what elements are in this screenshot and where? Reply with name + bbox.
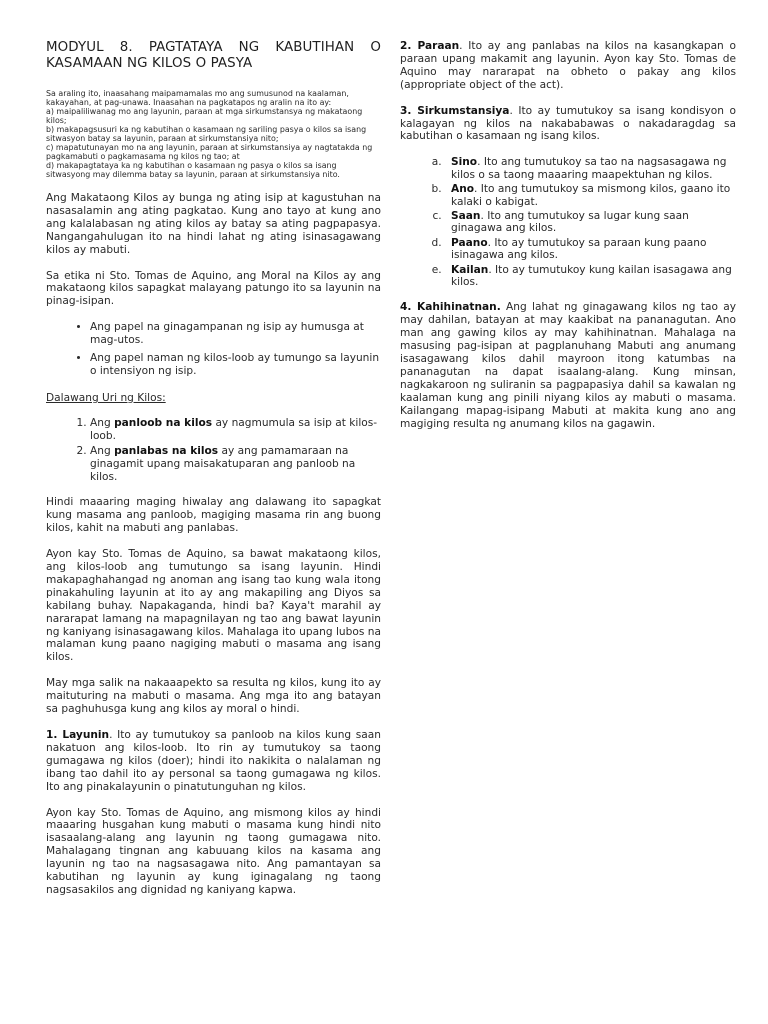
- bullet-isip: • Ang papel na ginagampanan ng isip ay humusga at mag-utos.: [90, 321, 381, 347]
- sirk-term: Kailan: [451, 263, 489, 276]
- objectives-lead: Sa araling ito, inaasahang maipamamalas mo ang sumusunod na kaalaman, kakayahan, at pag-unawa. Inaasahan na pagkatapos ng aralin na ito ay:: [46, 89, 349, 107]
- sirk-item-kailan: [445, 264, 736, 289]
- objective-c: c) mapatutunayan mo na ang layunin, paraan at sirkumstansiya ay nagtatakda ng pagkamabuti o pagkamasama ng kilos ng tao; at: [46, 143, 373, 161]
- paragraph-layunin: [46, 729, 381, 794]
- sirk-text: . Ito ang tumutukoy sa mismong kilos, gaano ito kalaki o kabigat.: [451, 183, 731, 208]
- layunin-text: . Ito ay tumutukoy sa panloob na kilos kung saan nakatuon ang kilos-loob. Ito rin ay tumutukoy sa taong gumagawa ng kilos (doer); hindi ito nakikita o nalalaman ng ibang tao dahil ito ay personal sa taong gumagawa ng kilos. Ito ang pinakalayunin o pinatutunguhan ng kilos.: [46, 729, 381, 793]
- paragraph-kahihinatnan: [400, 301, 736, 430]
- paraan-label: 2. Paraan: [400, 40, 460, 52]
- paragraph-makataong-kilos: Ang Makataong Kilos ay bunga ng ating isip at kagustuhan na nasasalamin ang ating pagkatao. Kung ano tayo at kung ano ang kalalabasan ng ating kilos ay batay sa ating pagpapasya. Nangangahulugan ito na hindi lahat ng ating isinasagawang kilos ay mabuti.: [46, 192, 381, 256]
- layunin-label: 1. Layunin: [46, 729, 110, 741]
- bullet-list: [46, 321, 381, 378]
- bullet-kilos-loob: • Ang papel naman ng kilos-loob ay tumungo sa layunin o intensiyon ng isip.: [90, 352, 381, 378]
- uri-term-panloob: panloob na kilos: [114, 416, 213, 429]
- right-column: [400, 40, 736, 430]
- paragraph-tomas-layunin: Ayon kay Sto. Tomas de Aquino, sa bawat makataong kilos, ang kilos-loob ang tumutungo sa isang layunin. Hindi makapaghahangad ng anoman ang isang tao kung wala itong pinakahuling layunin at ito ay ang makapiling ang Diyos sa kabilang buhay. Napakaganda, hindi ba? Kaya't marahil ay nararapat lamang na mapagnilayan ng tao ang bawat layunin ng kaniyang isinasagawang kilos. Mahalaga ito upang lubos na malaman kung paano nagiging mabuti o masama ang isang kilos.: [46, 548, 381, 664]
- uri-item-panlabas: [90, 445, 381, 484]
- section-heading: [46, 392, 381, 405]
- paragraph-husga: Ayon kay Sto. Tomas de Aquino, ang mismong kilos ay hindi maaaring husgahan kung mabuti o masama kung hindi nito isasaalang-alang ang layunin ng taong gumagawa nito. Mahalagang tingnan ang kabuuang kilos na kasama ang layunin ng tao na nagsasagawa nito. Ang pamantayan sa kabutihan ng layunin ay kung iginagalang ng taong nagsasakilos ang dignidad ng kaniyang kapwa.: [46, 806, 381, 896]
- paragraph-sirkumstansiya: [400, 105, 736, 144]
- paragraph-paraan: [400, 40, 736, 92]
- kahihinatnan-label: 4. Kahihinatnan.: [400, 301, 501, 314]
- paragraph-salik: May mga salik na nakaaapekto sa resulta ng kilos, kung ito ay maituturing na mabuti o masama. Ang mga ito ang batayan sa paghuhusga kung ang kilos ay moral o hindi.: [46, 677, 381, 716]
- paragraph-hiwalay: Hindi maaaring maging hiwalay ang dalawang ito sapagkat kung masama ang panloob, magiging masama rin ang buong kilos, kahit na mabuti ang panlabas.: [46, 496, 381, 535]
- uri-post: ay ang pamamaraan na ginagamit upang maisakatuparan ang panloob na kilos.: [90, 444, 356, 483]
- paraan-text: . Ito ay ang panlabas na kilos na kasangkapan o paraan upang makamit ang layunin. Ayon kay Sto. Tomas de Aquino may nararapat na obheto o pakay ang kilos (appropriate object of the act).: [400, 40, 737, 91]
- sirkumstansiya-list: [400, 156, 736, 288]
- sirk-text: . Ito ang tumutukoy sa lugar kung saan ginagawa ang kilos.: [451, 209, 689, 235]
- uri-pre: Ang: [90, 444, 115, 457]
- left-column: [46, 40, 381, 897]
- module-title: MODYUL 8. PAGTATAYA NG KABUTIHAN O KASAMAAN NG KILOS O PASYA: [46, 40, 381, 71]
- sirk-text: . Ito ang tumutukoy sa tao na nagsasagawa ng kilos o sa taong maaaring maapektuhan ng kilos.: [451, 156, 727, 181]
- learning-objectives: [46, 89, 381, 179]
- kahihinatnan-text: Ang lahat ng ginagawang kilos ng tao ay may dahilan, batayan at may kaakibat na pananagutan. Ano man ang gawing kilos ay may kahihinatnan. Mahalaga na masusing pag-isipan at pagplanuhang Mabuti ang anumang isasagawang kilos dahil mayroon itong katumbas na pananagutan na dapat isaalang-alang. Kung minsan, nagkakaroon ng suliranin sa pagpapasiya dahil sa kawalan ng kaalaman kung ang pinili niyang kilos ay mabuti o masama. Kailangang mapag-isipang Mabuti at makita kung ano ang magiging resulta ng anumang kilos na gagawin.: [400, 301, 736, 430]
- uri-post: ay nagmumula sa isip at kilos-loob.: [90, 416, 378, 442]
- sirk-term: Ano: [451, 183, 475, 196]
- uri-pre: Ang: [90, 416, 115, 429]
- sirk-term: Paano: [451, 236, 488, 249]
- sirkumstansiya-text: . Ito ay tumutukoy sa isang kondisyon o kalagayan ng kilos na nakababawas o nakadaragdag sa kabutihan o kasamaan ng isang kilos.: [400, 104, 736, 143]
- sirk-item-ano: [445, 183, 736, 208]
- objective-a: a) maipaliliwanag mo ang layunin, paraan at mga sirkumstansya ng makataong kilos;: [46, 107, 363, 125]
- uri-item-panloob: [90, 417, 381, 443]
- sirk-item-paano: [445, 237, 736, 262]
- paragraph-moral-na-kilos: Sa etika ni Sto. Tomas de Aquino, ang Moral na Kilos ay ang makataong kilos sapagkat malayang patungo ito sa layunin na pinag-isipan.: [46, 269, 381, 308]
- dalawang-uri-heading: Dalawang Uri ng Kilos:: [46, 391, 166, 404]
- sirk-text: . Ito ay tumutukoy sa paraan kung paano isinagawa ang kilos.: [451, 236, 707, 262]
- sirkumstansiya-label: 3. Sirkumstansiya: [400, 104, 510, 117]
- sirk-text: . Ito ay tumutukoy kung kailan isasagawa ang kilos.: [451, 263, 732, 288]
- sirk-item-saan: [445, 210, 736, 235]
- objective-b: b) makapagsusuri ka ng kabutihan o kasamaan ng sariling pasya o kilos sa isang sitwasyon batay sa layunin, paraan at sirkumstansiya nito;: [46, 125, 367, 143]
- sirk-term: Sino: [451, 156, 478, 169]
- sirk-term: Saan: [451, 209, 481, 222]
- sirk-item-sino: [445, 156, 736, 181]
- uri-term-panlabas: panlabas na kilos: [114, 444, 219, 457]
- uri-ng-kilos-list: [46, 417, 381, 484]
- objective-d: d) makapagtataya ka ng kabutihan o kasamaan ng pasya o kilos sa isang sitwasyong may dilemma batay sa layunin, paraan at sirkumstansiya nito.: [46, 161, 340, 179]
